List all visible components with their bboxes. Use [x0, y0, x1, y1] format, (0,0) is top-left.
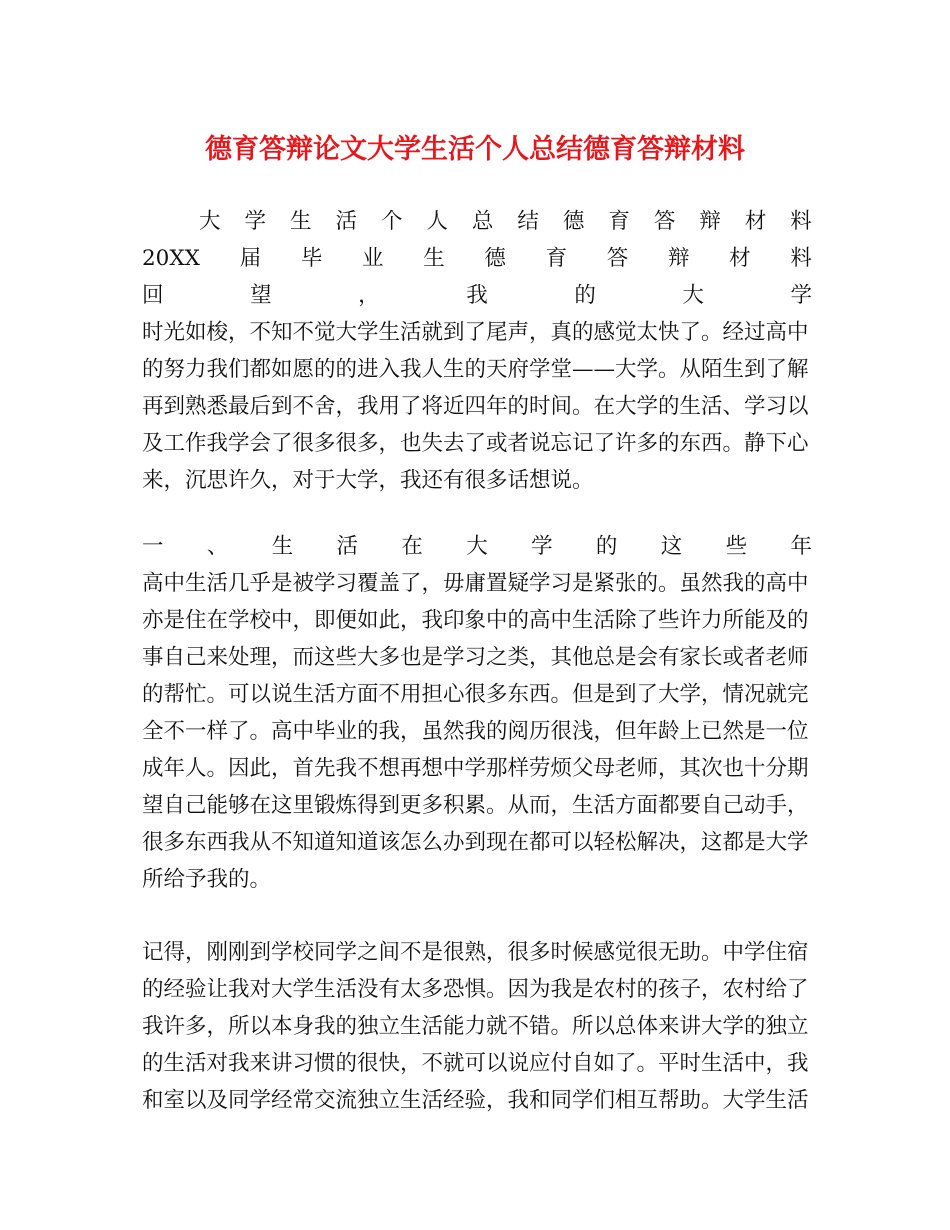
heading-char: 材 — [744, 209, 767, 234]
paragraph-2-line: 望自己能够在这里锻炼得到更多积累。从而，生活方面都要自己动手， — [142, 793, 809, 818]
section-heading-char: 学 — [531, 534, 553, 559]
heading-char: 育 — [608, 209, 630, 234]
paragraph-3-line: 我许多，所以本身我的独立生活能力就不错。所以总体来讲大学的独立 — [142, 1014, 809, 1039]
document-title: 德育答辩论文大学生活个人总结德育答辩材料 — [205, 134, 745, 165]
heading-char: 生 — [289, 209, 312, 234]
section-heading-char: 一 — [142, 534, 164, 559]
section-heading-char: 生 — [271, 534, 294, 559]
heading-char: 辩 — [699, 209, 721, 234]
paragraph-2-line: 的帮忙。可以说生活方面不用担心很多东西。但是到了大学，情况就完 — [142, 682, 809, 707]
heading-char: 生 — [423, 246, 445, 271]
paragraph-1-line: 来，沉思许久，对于大学，我还有很多话想说。 — [142, 468, 594, 493]
section-heading-char: 活 — [336, 534, 359, 559]
section-1-heading — [142, 528, 812, 565]
paragraph-2-line: 全不一样了。高中毕业的我，虽然我的阅历很浅，但年龄上已然是一位 — [142, 719, 809, 744]
heading-char: 我 — [466, 283, 488, 308]
heading-char: 个 — [380, 209, 403, 234]
paragraph-3-line: 的生活对我来讲习惯的很快，不就可以说应付自如了。平时生活中，我 — [142, 1051, 809, 1076]
paragraph-2-line: 高中生活几乎是被学习覆盖了，毋庸置疑学习是紧张的。虽然我的高中 — [142, 571, 809, 596]
paragraph-3-line: 记得，刚刚到学校同学之间不是很熟，很多时候感觉很无助。中学住宿 — [142, 940, 809, 965]
heading-char: 料 — [790, 246, 812, 271]
paragraph-1-line: 的努力我们都如愿的的进入我人生的天府学堂——大学。从陌生到了解 — [142, 357, 809, 382]
section-heading-char: 在 — [401, 534, 423, 559]
heading-char: 大 — [199, 209, 221, 234]
section-heading-char: 年 — [790, 534, 812, 559]
paragraph-1-line: 再到熟悉最后到不舍，我用了将近四年的时间。在大学的生活、学习以 — [142, 394, 809, 419]
paragraph-3-line: 的经验让我对大学生活没有太多恐惧。因为我是农村的孩子，农村给了 — [142, 977, 809, 1002]
heading-char: 答 — [653, 209, 676, 234]
heading-char: 答 — [606, 246, 629, 271]
heading-char: 届 — [239, 246, 262, 271]
paragraph-1-line: 时光如梭，不知不觉大学生活就到了尾声，真的感觉太快了。经过高中 — [142, 320, 809, 345]
heading-line-3 — [142, 277, 812, 314]
heading-char: 人 — [426, 209, 448, 234]
heading-char: 的 — [574, 283, 596, 308]
paragraph-2-line: 很多东西我从不知道知道该怎么办到现在都可以轻松解决，这都是大学 — [142, 830, 809, 855]
section-heading-char: 些 — [725, 534, 748, 559]
heading-char: 结 — [517, 209, 539, 234]
paragraph-2-line: 事自己来处理，而这些大多也是学习之类，其他总是会有家长或者老师 — [142, 645, 809, 670]
paragraph-3-line: 和室以及同学经常交流独立生活经验，我和同学们相互帮助。大学生活 — [142, 1088, 809, 1113]
heading-char: 德 — [484, 246, 506, 271]
paragraph-1-line: 及工作我学会了很多很多，也失去了或者说忘记了许多的东西。静下心 — [142, 431, 809, 456]
paragraph-2-line: 所给予我的。 — [142, 867, 272, 892]
document-body — [142, 203, 812, 1119]
section-heading-char: 这 — [660, 534, 683, 559]
section-heading-char: 大 — [466, 534, 488, 559]
heading-char: 学 — [244, 209, 266, 234]
section-heading-char: 、 — [206, 534, 229, 559]
heading-char: 材 — [729, 246, 751, 271]
paragraph-2-line: 亦是住在学校中，即便如此，我印象中的高中生活除了些许力所能及的 — [142, 608, 809, 633]
heading-char: 毕 — [300, 246, 323, 271]
heading-char: 回 — [142, 283, 164, 308]
heading-char: ， — [358, 283, 380, 308]
paragraph-2-line: 成年人。因此，首先我不想再想中学那样劳烦父母老师，其次也十分期 — [142, 756, 809, 781]
heading-char: 20XX — [142, 246, 200, 271]
heading-line-2 — [142, 240, 812, 277]
heading-char: 辩 — [667, 246, 690, 271]
heading-char: 望 — [250, 283, 272, 308]
heading-char: 活 — [335, 209, 357, 234]
heading-char: 学 — [790, 283, 812, 308]
heading-line-1 — [142, 203, 812, 240]
heading-char: 料 — [790, 209, 812, 234]
heading-char: 总 — [471, 209, 494, 234]
heading-char: 育 — [545, 246, 568, 271]
paragraph-spacer — [142, 499, 812, 528]
heading-char: 业 — [362, 246, 384, 271]
section-heading-char: 的 — [595, 534, 618, 559]
heading-char: 大 — [682, 283, 704, 308]
paragraph-spacer — [142, 898, 812, 934]
heading-char: 德 — [562, 209, 585, 234]
